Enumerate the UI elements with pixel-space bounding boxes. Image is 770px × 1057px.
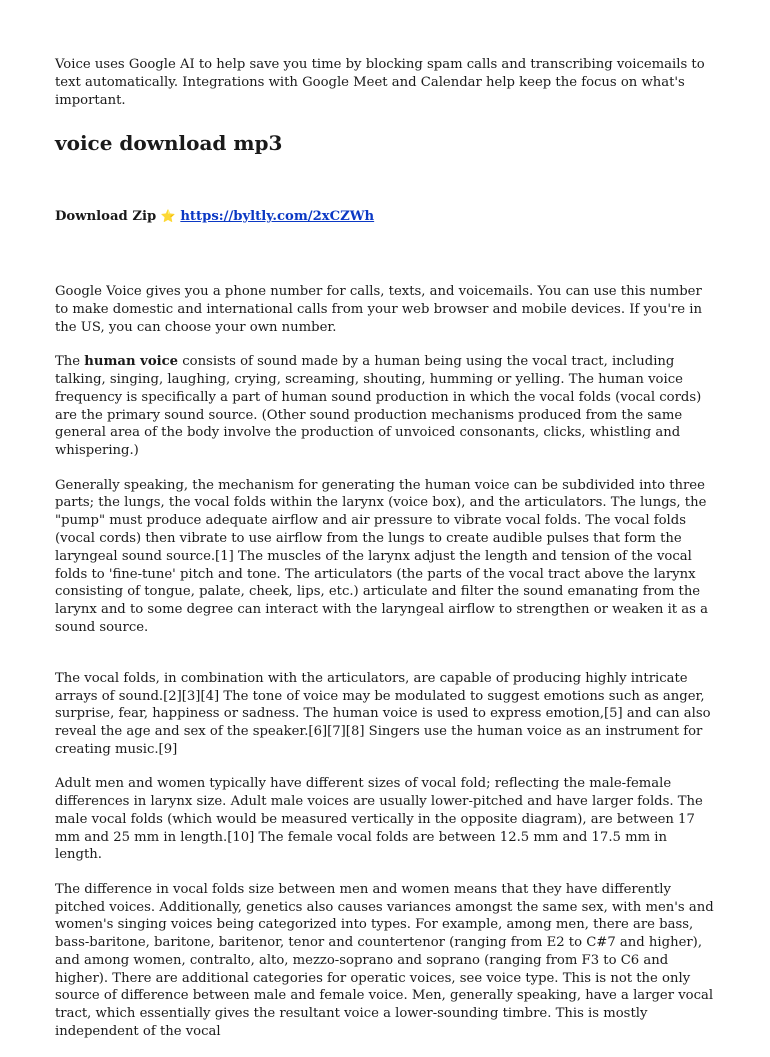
- download-link[interactable]: https://byltly.com/2xCZWh: [180, 209, 375, 225]
- paragraph-sizes: Adult men and women typically have different sizes of vocal fold; reflecting the male-female differences in larynx size. Adult male voices are usually lower-pitched and have larger folds. The male vocal folds (which would be measured vertically in the opposite diagram), are between 17 mm and 25 mm in length.[10] The female vocal folds are between 12.5 mm and 17.5 mm in length.: [55, 776, 703, 863]
- paragraph-prefix: The: [55, 354, 85, 370]
- page-title: voice download mp3: [55, 131, 283, 156]
- download-label: Download Zip: [55, 209, 157, 225]
- document-page: [55, 56, 717, 1057]
- bold-term: human voice: [84, 354, 179, 370]
- intro-paragraph: Voice uses Google AI to help save you time by blocking spam calls and transcribing voicemails to text automatically. Integrations with Google Meet and Calendar help keep the focus on what's important.: [55, 57, 705, 108]
- download-line: [55, 207, 717, 226]
- paragraph-phone-number: Google Voice gives you a phone number for calls, texts, and voicemails. You can use this number to make domestic and international calls from your web browser and mobile devices. If you're in the US, you can choose your own number.: [55, 284, 702, 335]
- paragraph-human-voice: [55, 353, 717, 460]
- paragraph-rest: consists of sound made by a human being using the vocal tract, including talking, singing, laughing, crying, screaming, shouting, humming or yelling. The human voice frequency is specifically a part of human sound production in which the vocal folds (vocal cords) are the primary sound source. (Other sound production mechanisms produced from the same general area of the body involve the production of unvoiced consonants, clicks, whistling and whispering.): [55, 354, 702, 459]
- star-icon: ⭐: [160, 209, 176, 224]
- paragraph-vocal-folds: The vocal folds, in combination with the articulators, are capable of producing highly intricate arrays of sound.[2][3][4] The tone of voice may be modulated to suggest emotions such as anger, surprise, fear, happiness or sadness. The human voice is used to express emotion,[5] and can also reveal the age and sex of the speaker.[6][7][8] Singers use the human voice as an instrument for creating music.[9]: [55, 670, 711, 757]
- paragraph-mechanism: Generally speaking, the mechanism for generating the human voice can be subdivided into three parts; the lungs, the vocal folds within the larynx (voice box), and the articulators. The lungs, the "pump" must produce adequate airflow and air pressure to vibrate vocal folds. The vocal folds (vocal cords) then vibrate to use airflow from the lungs to create audible pulses that form the laryngeal sound source.[1] The muscles of the larynx adjust the length and tension of the vocal folds to 'fine-tune' pitch and tone. The articulators (the parts of the vocal tract above the larynx consisting of tongue, palate, cheek, lips, etc.) articulate and filter the sound emanating from the larynx and to some degree can interact with the laryngeal airflow to strengthen or weaken it as a sound source.: [55, 477, 708, 635]
- paragraph-differences: The difference in vocal folds size between men and women means that they have differently pitched voices. Additionally, genetics also causes variances amongst the same sex, with men's and women's singing voices being categorized into types. For example, among men, there are bass, bass-baritone, baritone, baritenor, tenor and countertenor (ranging from E2 to C#7 and higher), and among women, contralto, alto, mezzo-soprano and soprano (ranging from F3 to C6 and higher). There are additional categories for operatic voices, see voice type. This is not the only source of difference between male and female voice. Men, generally speaking, have a larger vocal tract, which essentially gives the resultant voice a lower-sounding timbre. This is mostly independent of the vocal: [55, 881, 714, 1040]
- article-body: [55, 283, 717, 1040]
